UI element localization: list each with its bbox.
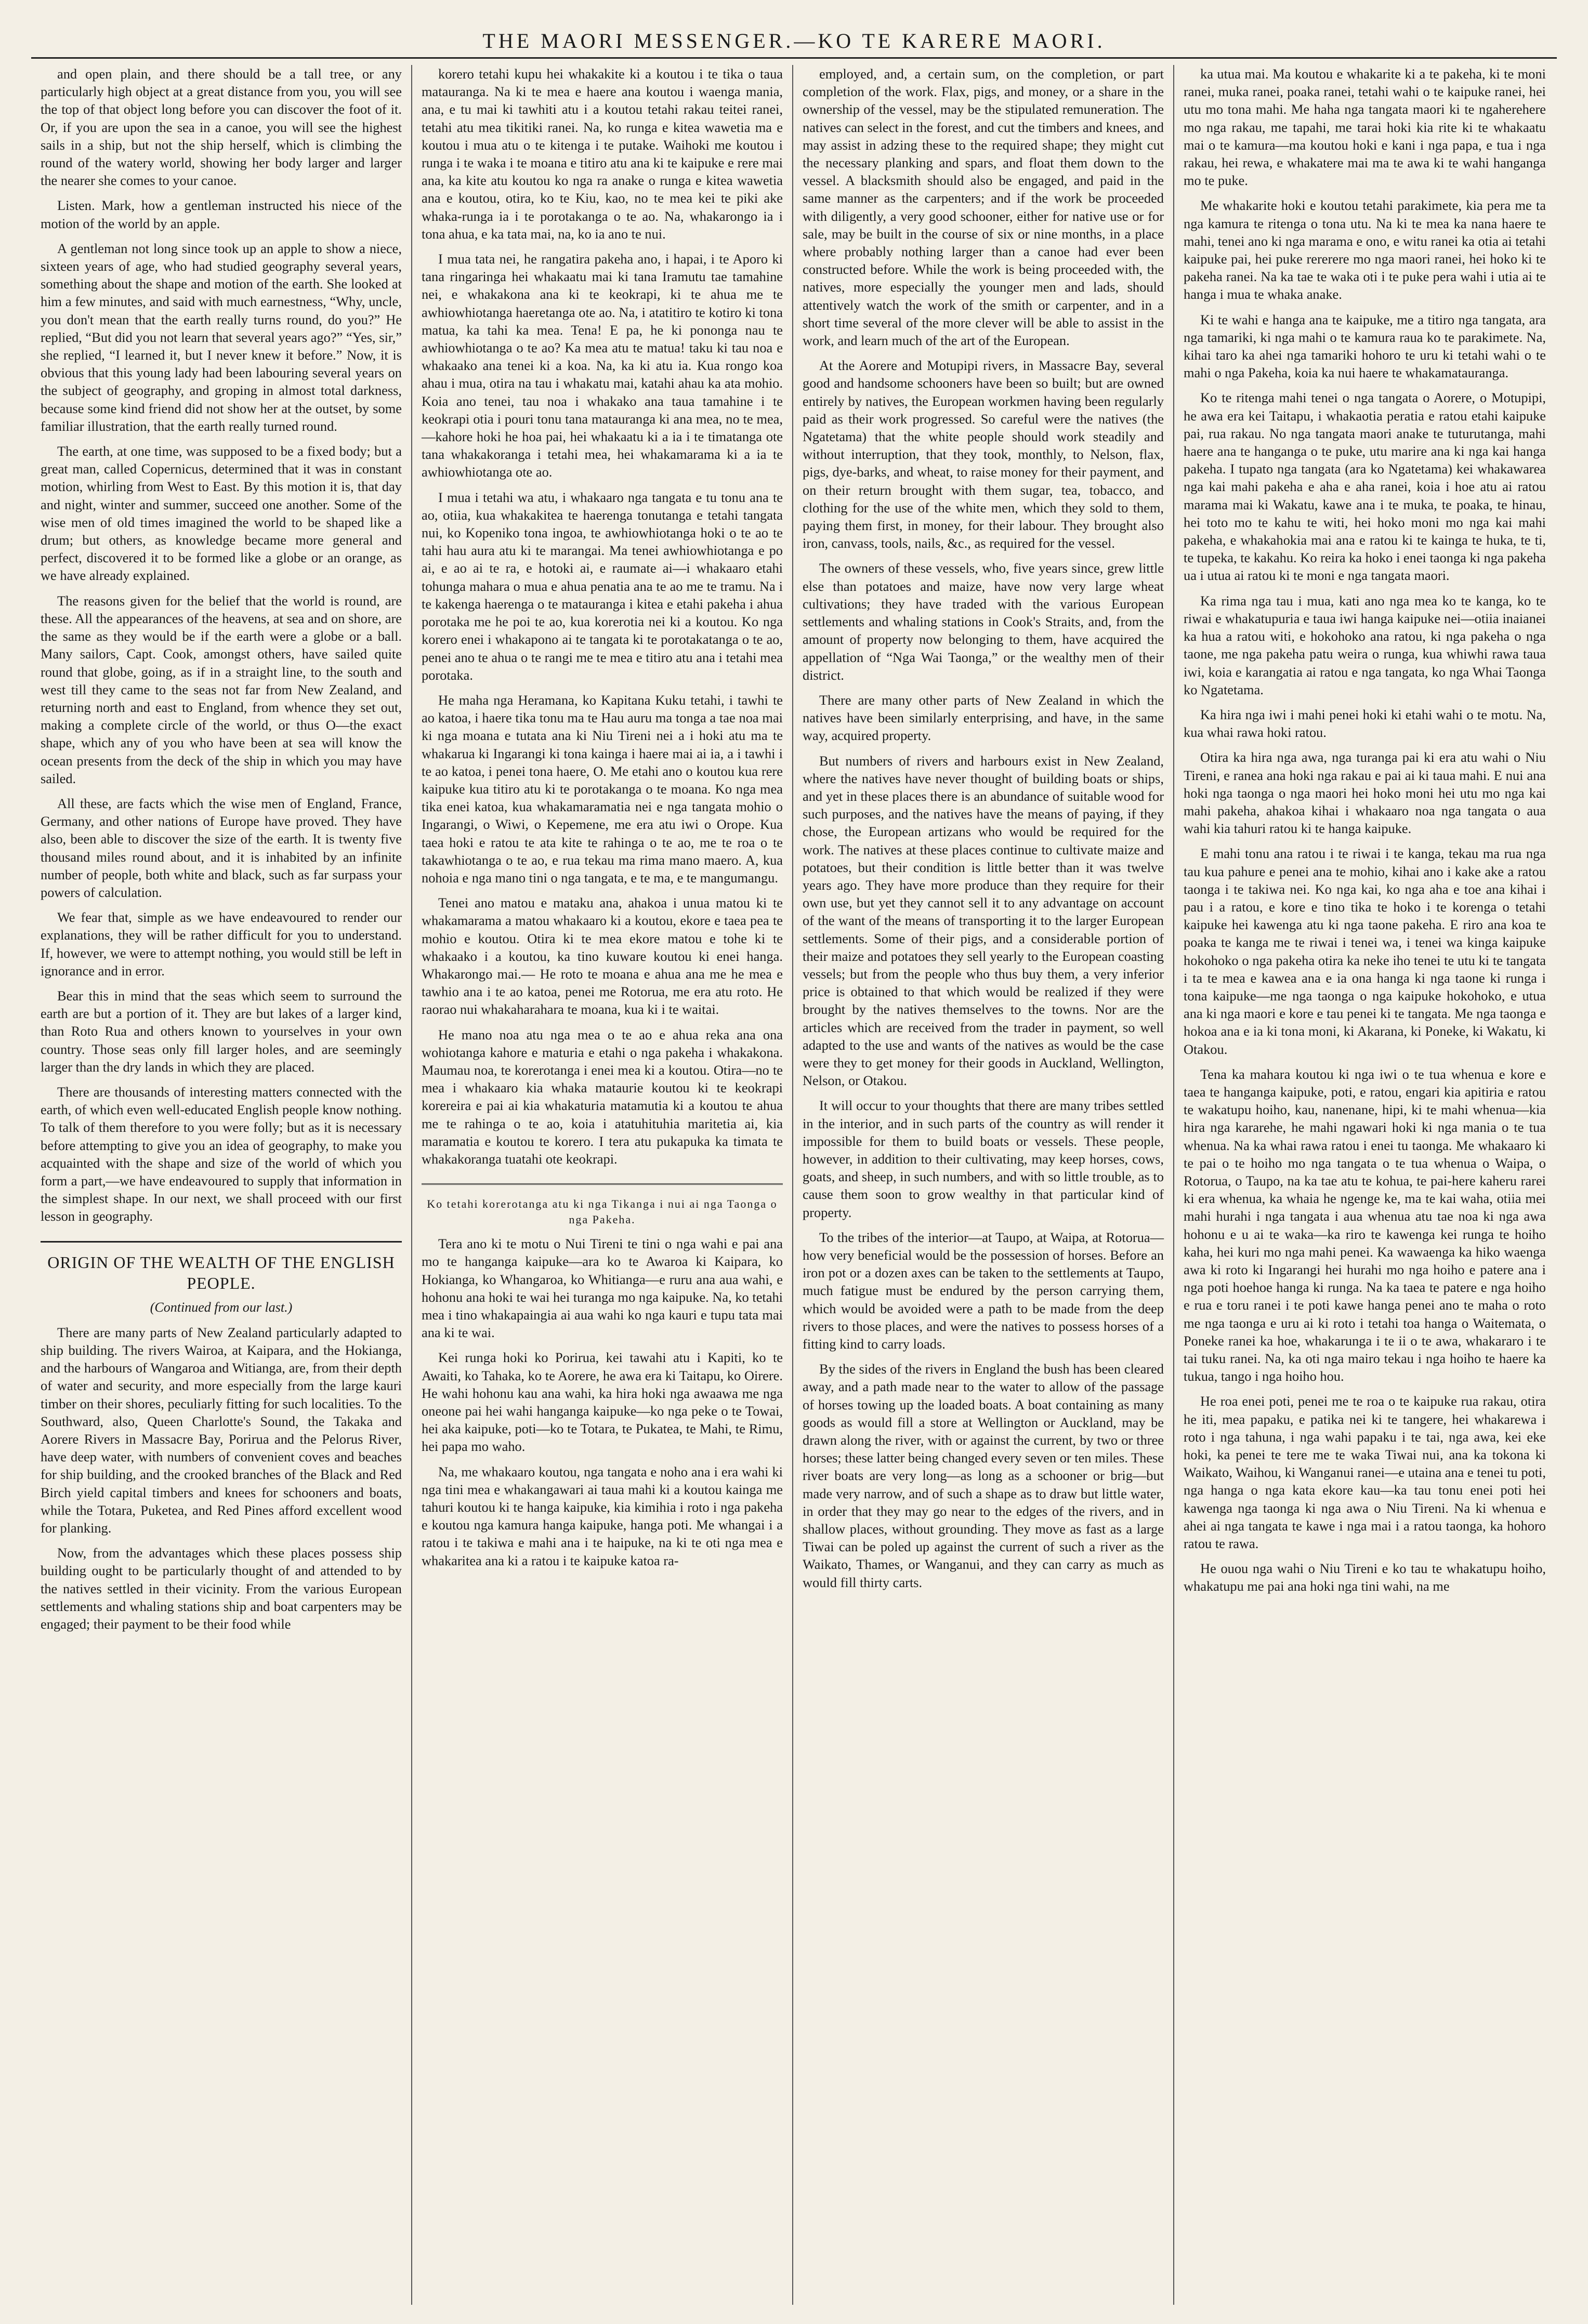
paragraph: We fear that, simple as we have endeavoured to render our explanations, they will be rather difficult for you to understand. If, however, we were to attempt nothing, you would still be left in ignorance and in error. [41, 909, 402, 979]
paragraph: Ka hira nga iwi i mahi penei hoki ki etahi wahi o te motu. Na, kua whai rawa hoki ratou. [1184, 706, 1546, 741]
column-4 [1174, 65, 1555, 2305]
paragraph: Ko te ritenga mahi tenei o nga tangata o Aorere, o Motupipi, he awa era kei Taitapu, i whakaotia peratia e ratou etahi kaipuke pai, rua rakau. No nga tangata maori anake te tuturutanga, mahi haere ana te hanganga o te puke, utu marire ana ki nga kai hanga pakeha. I tupato nga tangata (ara ko Ngatetama) kei whakawarea nga kai mahi pakeha e aha e aha ranei, koia i hoe atu ai ratou marama mai ki Wakatu, kawe ana i te muka, te poaka, te hinau, hei toto mo te kahu te witi, hei hoko moni mo nga kai mahi pakeha, e whakahokia mai ana e ratou ki te kainga te huka, te ti, te tupeka, te kakahu. Ko reira ka hoko i enei taonga ki nga pakeha ua i utua ai ratou ki te moni e nga tangata maori. [1184, 390, 1546, 584]
masthead [31, 21, 1557, 59]
paragraph: The reasons given for the belief that the world is round, are these. All the appearances of the heavens, at sea and on shore, are the same as they would be if the earth were a globe or a ball. Many sailors, Capt. Cook, amongst others, have sailed quite round that globe, going, as if in a straight line, to the south and west till they came to the seas not far from New Zealand, and returning north and east to England, from whence they set out, making a complete circle of the world, or thus O—the exact shape, which any of you who have been at sea will know the ocean presents from the deck of the ship in which you may have sailed. [41, 592, 402, 786]
paragraph: Now, from the advantages which these places possess ship building ought to be particularly thought of and attended to by the natives settled in their vicinity. From the various European settlements and whaling stations ship and boat carpenters may be engaged; their payment to be their food while [41, 1545, 402, 1632]
section-heading-maori: Ko tetahi korerotanga atu ki nga Tikanga i nui ai nga Taonga o nga Pakeha. [427, 1197, 778, 1226]
paragraph: The earth, at one time, was supposed to be a fixed body; but a great man, called Copernicus, determined that it was in constant motion, whirling from West to East. By this motion it is, that day and night, winter and summer, succeed one another. Some of the wise men of old times imagined the world to be shaped like a drum; but others, as knowledge became more general and perfect, discovered it to be formed like a globe or an orange, as we have already explained. [41, 443, 402, 584]
paragraph: Ki te wahi e hanga ana te kaipuke, me a titiro nga tangata, ara nga tamariki, ki nga mahi o te kamura raua ko te parakimete. Na, kihai taro ka ahei nga tamariki hohoro te uru ki tetahi wahi o te mahi o nga Pakeha, koia ka nui haere te whakamatauranga. [1184, 311, 1546, 381]
section-note: (Continued from our last.) [150, 1299, 293, 1315]
paragraph: Tera ano ki te motu o Nui Tireni te tini o nga wahi e pai ana mo te hanganga kaipuke—ara ko te Awaroa ki Kaipara, ko Hokianga, ko Whangaroa, ko Whitianga—e ruru ana aua wahi, e hohonu ana hoki te wai hei turanga mo nga kaipuke. Na, ko tetahi mea i tino whakapaingia ai aua wahi ko nga kauri e tupu tata mai ana ki te wai. [422, 1236, 783, 1341]
paragraph: and open plain, and there should be a tall tree, or any particularly high object at a great distance from you, you will see the top of that object long before you can discover the foot of it. Or, if you are upon the sea in a canoe, you will see the highest sails in a ship, but not the ship herself, which is climbing the round of the watery world, showing her body larger and larger the nearer she comes to your canoe. [41, 66, 402, 189]
column-3 [793, 65, 1174, 2305]
section-rule [422, 1183, 783, 1187]
paragraph: Na, me whakaaro koutou, nga tangata e noho ana i era wahi ki nga tini mea e whakangawari ai taua mahi ki a koutou kainga me tahuri koutou ki te hanga kaipuke, kia kimihia i roto i nga pakeha e koutou nga kamura hanga kaipuke, hanga poti. Me whangai i a ratou i te takiwa e mahi ana i te haipuke, na ki te oti nga mea e whakaritea ana ki a ratou i te kaipuke katoa ra- [422, 1463, 783, 1568]
paragraph: E mahi tonu ana ratou i te riwai i te kanga, tekau ma rua nga tau kua pahure e penei ana te mohio, kihai ano i kake ake a ratou taonga i te takiwa nei. Ko nga kai, ko nga aha e toe ana kihai i pau i a ratou, e kore e tino tika te hoko i te korenga o tetahi kaipuke hei kawenga atu ki nga taone pakeha. E riro ana koa te poaka te kanga me te riwai i tenei wa, i tenei wa kinga kaipuke hokohoko o nga pakeha otira ka neke iho tenei te utu ki te tangata i ta te mea e kawea ana e ia ona hanga ki nga taone ki runga i tona kaipuke—me nga taonga o nga kaipuke hokohoko, e utua ana ki nga maori e kore e tau penei ki te tangata. Me nga taonga e hokoa ana e ia ki tona moni, ki Akarana, ki Poneke, ki Wakatu, ki Otakou. [1184, 846, 1546, 1057]
paragraph: Listen. Mark, how a gentleman instructed his niece of the motion of the world by an apple. [41, 197, 402, 231]
paragraph: He ouou nga wahi o Niu Tireni e ko tau te whakatupu hoiho, whakatupu me pai ana hoki nga tini wahi, na me [1184, 1561, 1546, 1594]
paragraph: Bear this in mind that the seas which seem to surround the earth are but a portion of it. They are but lakes of a larger kind, than Roto Rua and others known to yourselves in your own country. Those seas only fill larger holes, and are seemingly larger than the dry lands in which they are placed. [41, 987, 402, 1075]
masthead-title: THE MAORI MESSENGER.—KO TE KARERE MAORI. [482, 29, 1106, 52]
paragraph: employed, and, a certain sum, on the completion, or part completion of the work. Flax, pigs, and money, or a share in the ownership of the vessel, may be the stipulated remuneration. The natives can select in the forest, and cut the timbers and knees, and may assist in adzing these to the required shape; they might cut the necessary planking and spars, and float them down to the vessel. A blacksmith should also be engaged, and paid in the same manner as the carpenters; and if the work be proceeded with diligently, a very good schooner, either for native use or for sale, may be built in the course of six or nine months, in a place where probably nothing larger than a canoe had ever been constructed before. While the work is being proceeded with, the natives, more especially the younger men and lads, should attentively watch the work of the smith or carpenter, and in a short time several of the more clever will be able to assist in the work, and learn much of the art of the European. [803, 66, 1164, 349]
paragraph: There are many other parts of New Zealand in which the natives have been similarly enterprising, and have, in the same way, acquired property. [803, 692, 1164, 744]
paragraph: He maha nga Heramana, ko Kapitana Kuku tetahi, i tawhi te ao katoa, i haere tika tonu ma te Hau auru ma tonga a tae noa mai ki nga moana e tutata ana ki Niu Tireni nei a i hoki atu ma te whakarua ki Ingarangi ki tona kainga i haere mai ai ia, a i tawhi i te ao katoa, i penei tona haere, O. Me etahi ano o koutou kua rere kaipuke kua titiro atu ki te porotakanga o te moana. Ko nga mea tika enei katoa, kua whakamaramatia nei e nga tangata mohio o Ingarangi, o Wiwi, o Kepemene, me era atu iwi o Orope. Kua taea hoki e ratou te ata kite te rahinga o te ao, me te roa o te takawhiotanga o te ao, e rua tekau ma rima mano maero. A, kua nohoia e nga mano tini o nga tangata, e te ma, e te mangumangu. [422, 692, 783, 886]
paragraph: korero tetahi kupu hei whakakite ki a koutou i te tika o taua matauranga. Na ki te mea e haere ana koutou i waenga mania, ana, e tu mai ki tawhiti atu i a koutou tetahi rakau teitei ranei, tetahi atu mea tikitiki ranei. Na, ko runga e kitea wawetia ma e koutou i mua atu o te kitenga i te putake. Waihoki me koutou i runga i te waka i te moana e titiro atu ana ki te kaipuke e rere mai ana, ka kite atu koutou ko nga ra anake o runga e kitea wawetia ana e koutou, otira, ko te Kiu, kao, no te mea kei te piki ake whaka-runga ia i te porotakanga o te ao. Na, whakarongo ia i tona ahua, e ka tata mai, na, ko ia ano te nui. [422, 66, 783, 242]
paragraph: Otira ka hira nga awa, nga turanga pai ki era atu wahi o Niu Tireni, e ranea ana hoki nga rakau e pai ai ki taua mahi. E nui ana hoki nga taonga o nga maori hei hoko moni hei utu mo nga kai mahi pakeha, ahakoa kihai i whakaaro noa nga tangata o aua wahi kia tahuri ratou ki te hanga kaipuke. [1184, 749, 1546, 837]
section-rule [41, 1241, 402, 1243]
paragraph: I mua tata nei, he rangatira pakeha ano, i hapai, i te Aporo ki tana ringaringa hei whakaatu mai ki tana Iramutu tae tamahine nei, e whakakona ana ki te keokrapi, ki te ahua me te awhiowhiotanga haeretanga ote ao. Na, i atatitiro te kotiro ki tona matua, ka tahi ka mea. Tena! E pa, he ki pononga nau te awhiowhiotanga o te ao? Ka mea atu te matua! taku ki tau noa e whakaako ana tenei ki a koa. Na, ka ki atu ia. Kua rongo koa ahau i mua, otira na tau i whakatu mai, katahi ahau ka ata mohio. Koia ano tenei, tau noa i whakako ana taua tamahine i te keokrapi otia i pouri tonu tana matauranga ki ana mea, no te mea,—kahore hoki he hoa pai, hei whakaatu ki a ia i te timatanga ote tana whakakoranga i tetahi mea, hei whakamarama ki a ia te awhiowhiotanga ote ao. [422, 251, 783, 480]
paragraph: He mano noa atu nga mea o te ao e ahua reka ana ona wohiotanga kahore e maturia e etahi o nga pakeha i whakakona. Maumau noa, te korerotanga i enei mea ki a koutou. Otira—no te mea i whakaaro kia whaka mataurie koutou ki te keokrapi korereira e pai ai kia whakaturia matamutia ki a koutou te ahua me te rahinga o te ao, koia i atatuhituhia maritetia ai, kia maramatia e koutou te korero. I tera atu pukapuka ka timata te whakakoranga tuatahi ote keokrapi. [422, 1026, 783, 1167]
paragraph: There are many parts of New Zealand particularly adapted to ship building. The rivers Wairoa, at Kaipara, and the Hokianga, and the harbours of Wangaroa and Witianga, are, from their depth of water and security, and more especially from the large kauri timber on their shores, peculiarly fitting for such localities. To the Southward, also, Queen Charlotte's Sound, the Takaka and Aorere Rivers in Massacre Bay, Porirua and the Pelorus River, have deep water, with numbers of convenient coves and beaches for ship building, and the crooked branches of the Black and Red Birch yield capital timbers and knees for schooners and boats, while the Totara, Puketea, and Red Pines afford excellent wood for planking. [41, 1324, 402, 1536]
paragraph: At the Aorere and Motupipi rivers, in Massacre Bay, several good and handsome schooners have been so built; but are owned entirely by natives, the European workmen having been regularly paid as their work progressed. So careful were the natives (the Ngatetama) that the white people should work steadily and without interruption, that they took, monthly, to Nelson, flax, pigs, dye-barks, and wheat, to raise money for their payment, and on their return brought with them sugar, tea, tobacco, and clothing for the use of the white men, which they sold to them, paying them first, in money, for their labour. They brought also iron, canvass, tools, nails, &c., as required for the vessel. [803, 358, 1164, 551]
paragraph: Kei runga hoki ko Porirua, kei tawahi atu i Kapiti, ko te Awaiti, ko Tahaka, ko te Aorere, he awa era ki Taitapu, ko Oirere. He wahi hohonu kau ana wahi, ka hira hoki nga awaawa me nga oneone pai hei wahi hanganga kaipuke—ko nga peke o te Towai, hei aka kaipuke, poti—ko te Totara, te Pukatea, te Mahi, te Rimu, hei papa mo waho. [422, 1350, 783, 1455]
paragraph: To the tribes of the interior—at Taupo, at Waipa, at Rotorua—how very beneficial would be the possession of horses. Before an iron pot or a dozen axes can be taken to the settlements at Taupo, much fatigue must be endured by the person carrying them, which would be avoided were a path to be made from the deep rivers to those places, and were the natives to possess horses of a fitting kind to carry loads. [803, 1229, 1164, 1352]
paragraph: ka utua mai. Ma koutou e whakarite ki a te pakeha, ki te moni ranei, muka ranei, poaka ranei, tetahi wahi o te kaipuke ranei, hei utu mo tona mahi. Me haha nga tangata maori ki te ngaherehere mo nga rakau, me tapahi, me tarai hoki kia rite ki te whakaatu mai o te kamura—ma koutou hoki e kani i nga papa, e tua i nga rakau, hei rewa, e whakatere mai ma te awa ki te wahi hanganga mo te puke. [1184, 66, 1546, 189]
paragraph: But numbers of rivers and harbours exist in New Zealand, where the natives have never thought of building boats or ships, and yet in these places there is an abundance of suitable wood for such purposes, and the natives have the means of paying, if they chose, the European artizans who would be required for the work. The natives at these places continue to cultivate maize and potatoes, but their condition is little better than it was twelve years ago. They have more produce than they require for their own use, but yet they cannot sell it to any advantage on account of the want of the means of transporting it to the larger European settlements. Some of their pigs, and a considerable portion of their maize and potatoes they sell yearly to the European coasting vessels; but from the people who thus buy them, a very inferior price is obtained to that which would be realized if they were brought by the natives themselves to the towns. Nor are the articles which are received from the trader in payment, so well adapted to the use and wants of the natives as would be the case were they to get money for their goods in Auckland, Wellington, Nelson, or Otakou. [803, 752, 1164, 1089]
paragraph: By the sides of the rivers in England the bush has been cleared away, and a path made near to the water to allow of the passage of horses towing up the loaded boats. A boat containing as many goods as would fill a store at Wellington or Auckland, may be drawn along the river, with or against the current, by two or three horses; these latter being changed every seven or ten miles. These river boats are very long—as long as a schooner or brig—but made very narrow, and of such a shape as to draw but little water, in order that they may go near to the edges of the rivers, and in shallow places, without grounding. They move as fast as a large Tiwai can be poled up against the current of such a river as the Waikato, Thames, or Wanganui, and they can carry as much as would fill thirty carts. [803, 1361, 1164, 1590]
paragraph: There are thousands of interesting matters connected with the earth, of which even well-educated English people know nothing. To talk of them therefore to you were folly; but as it is necessary before attempting to give you an idea of geography, to make you acquainted with the shape and size of the world of which you form a part,—we have endeavoured to supply that information in the simplest shape. In our next, we shall proceed with our first lesson in geography. [41, 1084, 402, 1224]
paragraph: A gentleman not long since took up an apple to show a niece, sixteen years of age, who had studied geography several years, something about the shape and motion of the earth. She looked at him a few minutes, and said with much earnestness, “Why, uncle, you don't mean that the earth really turns round, do you?” He replied, “But did you not learn that several years ago?” “Yes, sir,” she replied, “I learned it, but I never knew it before.” Now, it is obvious that this young lady had been labouring several years on the subject of geography, and groping in almost total darkness, because some kind friend did not show her at the outset, by some familiar illustration, that the earth really turned round. [41, 240, 402, 434]
paragraph: It will occur to your thoughts that there are many tribes settled in the interior, and in such parts of the country as will render it impossible for them to build boats or vessels. These people, however, in addition to their cultivating, may keep horses, cows, goats, and sheep, in such numbers, and with so little trouble, as to cause them soon to grow wealthy in that particular kind of property. [803, 1098, 1164, 1220]
paragraph: All these, are facts which the wise men of England, France, Germany, and other nations of Europe have proved. They have also, been able to discover the size of the earth. It is twenty five thousand miles round about, and it is inhabited by an infinite number of people, both white and black, such as far surpass your powers of calculation. [41, 795, 402, 900]
paragraph: Me whakarite hoki e koutou tetahi parakimete, kia pera me ta nga kamura te ritenga o tona utu. Na ki te mea ka nana haere te mahi, tenei ano ki nga marama e ono, e witu ranei ka otia ai tetahi kaipuke pai, hei puke rererere mo nga maori ranei, hei hoko ki te pakeha ranei. Na ka tae te waka oti i te puke pera wahi i utia ai te hanga i mua te whaka anake. [1184, 197, 1546, 302]
columns [31, 65, 1557, 2305]
paragraph: He roa enei poti, penei me te roa o te kaipuke rua rakau, otira he iti, mea papaku, e patika nei ki te tangere, hei whakarewa i roto i nga tahuna, i nga wahi papaku i te tai, nga awa, kei eke hoki, ka penei te tere me te waka Tiwai nui, ana ka tokona ki Waikato, Waihou, ki Wanganui ranei—e utaina ana e tenei tu poti, nga hanga o nga kata ekore kau—ka tau tonu enei poti hei kawenga nga taonga ki nga awa o Niu Tireni. Na ki whenua e ahei ai nga tangata te kawe i nga mai i a ratou taonga, ka hohoro ratou te rawa. [1184, 1393, 1546, 1552]
paragraph: The owners of these vessels, who, five years since, grew little else than potatoes and maize, have now very large wheat cultivations; they have traded with the various European settlements and whaling stations in Cook's Straits, and, from the amount of property now belonging to them, have acquired the appellation of “Nga Wai Taonga,” or the wealthy men of their district. [803, 560, 1164, 683]
section-heading: ORIGIN OF THE WEALTH OF THE ENGLISH PEOPLE. [47, 1252, 395, 1292]
paragraph: Tena ka mahara koutou ki nga iwi o te tua whenua e kore e taea te hanganga kaipuke, poti, e ratou, engari kia apitiria e ratou te wakatupu hoiho, kau, nanenane, hipi, ki te mahi whenua—kia hira nga kararehe, he mahi ngawari hoki ki nga mania o te tua whenua. Na ka whai rawa ratou i enei tu taonga. Me whakaaro ki te pai o te hoiho mo nga tangata o te tua whenua o Waipa, o Rotorua, o Taupo, na ka tae atu te kohua, te pai-here kaheru rarei ki era whenua, ka whaia he ngenge ke, ma te kai waha, otiia mei mahi hurahi i nga tangata i aua whenua atu tae noa ki nga awa hohonu e u ai te waka—ka riro te kawenga kei runga te hoiho kaha, hei kuri mo nga mahi penei. Ka wawaenga ka hiko waenga awa ki roto ki Ingarangi hei hurahi mo nga hoiho e patere ana i nga poti hoehoe hanga ki runga. Na ka taea te patere e nga hoiho e rua e toru ranei i te poti kawe hanga penei ano te maha o roto me nga taonga e uru ai ki roto i tetahi toa hanga o Waitemata, o Poneke ranei ka hoe, whakarunga i te ii o te awa, whakararo i te tai tuku ranei. Na, ka oti nga mairo tekau i nga hoiho te haere ka tukua, tango i nga hoiho hou. [1184, 1066, 1546, 1384]
paragraph: Ka rima nga tau i mua, kati ano nga mea ko te kanga, ko te riwai e whakatupuria e taua iwi hanga kaipuke nei—otiia inaianei ka hua a ratou witi, e hokohoko ana ratou, ki nga pakeha o nga taone, me nga pakeha patu weira o runga, kua whiwhi rawa taua iwi, koia e karangatia ai ratou e nga tangata, ko nga Whai Taonga ko Ngatetama. [1184, 592, 1546, 697]
column-1 [31, 65, 412, 2305]
column-2 [412, 65, 793, 2305]
paragraph: Tenei ano matou e mataku ana, ahakoa i unua matou ki te whakamarama a matou whakaaro ki a koutou, ekore e taea pea te mohio e koutou. Otira ki te mea ekore matou e tohe ki te whakaako i a koutou, ka tino kuware koutou ki enei hanga. Whakarongo mai.— He roto te moana e ahua ana me he mea e tawhio ana i te ao katoa, penei me Rotorua, me era atu roto. He raorao nui whakaharahara te moana, kua ki i te waitai. [422, 895, 783, 1018]
paragraph: I mua i tetahi wa atu, i whakaaro nga tangata e tu tonu ana te ao, otiia, kua whakakitea te haerenga tonutanga e tetahi tangata nui, ko Kopeniko tona ingoa, te awhiowhiotanga hoki o te ao te tahi hau aura atu ki te marangai. Ma tenei awhiowhiotanga e po ai, e ao ai te ra, e hotoki ai, e raumate ai—i whakaaro etahi tohunga mahara o mua e ahua penatia ana te ao me te tramu. Na i te kakenga haerenga o te matauranga i kitea e etahi pakeha i ahua porotaka me he poi te ao, kua korerotia nei ki a koutou. Ko nga korero enei i whakapono ai te tangata ki te porotakatanga o te ao, penei ano te ahua o te rangi me te mea e titiro atu ana i tetahi mea porotaka. [422, 489, 783, 683]
